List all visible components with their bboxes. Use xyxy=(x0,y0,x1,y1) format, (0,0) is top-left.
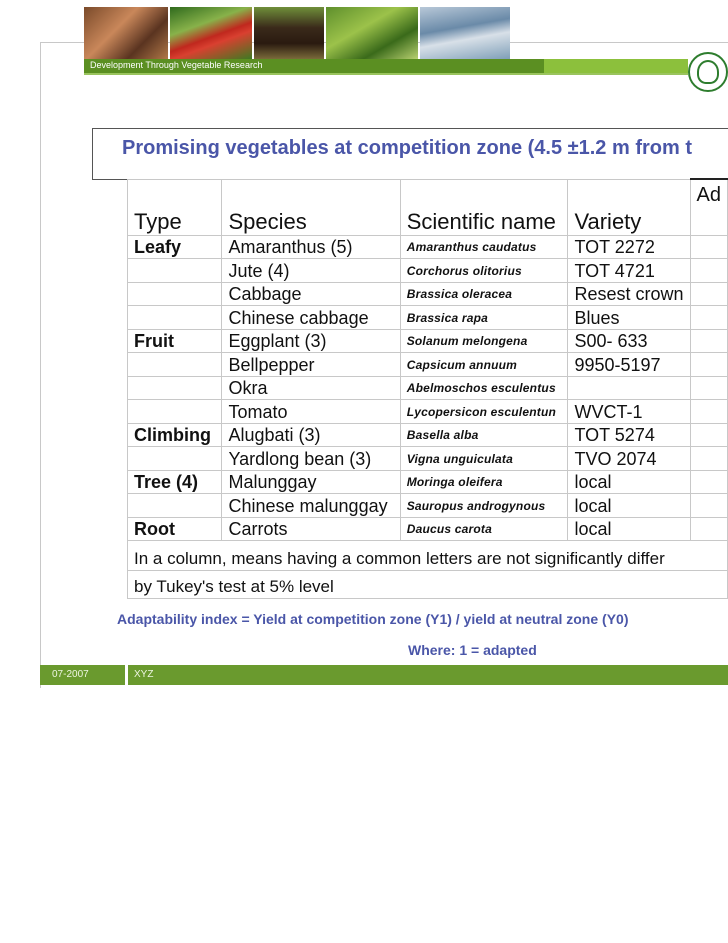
cell-variety: TOT 5274 xyxy=(568,423,690,447)
header-adaptability: Ad xyxy=(690,179,728,235)
cell-adaptability xyxy=(690,517,728,541)
cell-species: Tomato xyxy=(222,400,400,424)
cell-variety: local xyxy=(568,494,690,518)
table-note-1: In a column, means having a common letters are not significantly differ xyxy=(128,541,728,571)
cell-adaptability xyxy=(690,282,728,306)
table-row xyxy=(128,259,728,283)
cell-variety: 9950-5197 xyxy=(568,353,690,377)
footer-bar xyxy=(40,665,728,685)
organization-logo-icon xyxy=(688,52,728,92)
cell-species: Chinese malunggay xyxy=(222,494,400,518)
header-variety: Variety xyxy=(568,179,690,235)
adaptability-legend: Where: 1 = adapted xyxy=(408,642,537,658)
cell-variety: S00- 633 xyxy=(568,329,690,353)
adaptability-formula: Adaptability index = Yield at competition zone (Y1) / yield at neutral zone (Y0) xyxy=(117,611,629,627)
children-photo xyxy=(84,7,168,59)
banner-underline xyxy=(84,73,688,75)
cell-type xyxy=(128,259,222,283)
cell-species: Bellpepper xyxy=(222,353,400,377)
cell-type xyxy=(128,306,222,330)
cell-species: Yardlong bean (3) xyxy=(222,447,400,471)
cell-adaptability xyxy=(690,400,728,424)
vegetable-table xyxy=(127,178,728,599)
people-photo xyxy=(254,7,324,59)
table-row xyxy=(128,235,728,259)
table-row xyxy=(128,353,728,377)
cell-scientific-name: Vigna unguiculata xyxy=(400,447,568,471)
footer-separator xyxy=(125,665,128,685)
cell-adaptability xyxy=(690,329,728,353)
cell-species: Amaranthus (5) xyxy=(222,235,400,259)
cell-scientific-name: Brassica oleracea xyxy=(400,282,568,306)
cell-scientific-name: Basella alba xyxy=(400,423,568,447)
table-row xyxy=(128,329,728,353)
cell-type xyxy=(128,376,222,400)
cell-species: Malunggay xyxy=(222,470,400,494)
cell-adaptability xyxy=(690,376,728,400)
cell-type: Leafy xyxy=(128,235,222,259)
cell-scientific-name: Abelmoschos esculentus xyxy=(400,376,568,400)
cell-variety: Blues xyxy=(568,306,690,330)
header-banner xyxy=(84,7,688,70)
cell-species: Carrots xyxy=(222,517,400,541)
cell-type: Fruit xyxy=(128,329,222,353)
cell-adaptability xyxy=(690,423,728,447)
cell-variety: WVCT-1 xyxy=(568,400,690,424)
table-note-row-2 xyxy=(128,571,728,599)
slide-title: Promising vegetables at competition zone (4.5 ±1.2 m from t xyxy=(122,137,692,159)
tagline: Development Through Vegetable Research xyxy=(90,60,263,70)
cell-adaptability xyxy=(690,470,728,494)
header-type: Type xyxy=(128,179,222,235)
cell-variety xyxy=(568,376,690,400)
lab-photo xyxy=(420,7,510,59)
cell-species: Okra xyxy=(222,376,400,400)
cell-scientific-name: Sauropus androgynous xyxy=(400,494,568,518)
cell-species: Cabbage xyxy=(222,282,400,306)
cell-species: Chinese cabbage xyxy=(222,306,400,330)
cell-scientific-name: Brassica rapa xyxy=(400,306,568,330)
cell-species: Eggplant (3) xyxy=(222,329,400,353)
cell-type: Climbing xyxy=(128,423,222,447)
table-body xyxy=(128,235,728,541)
table-row xyxy=(128,494,728,518)
cell-type xyxy=(128,353,222,377)
footer-date: 07-2007 xyxy=(52,669,89,680)
cell-type xyxy=(128,494,222,518)
cell-type: Tree (4) xyxy=(128,470,222,494)
cell-scientific-name: Lycopersicon esculentun xyxy=(400,400,568,424)
footer-organization: XYZ xyxy=(134,669,154,680)
tomato-photo xyxy=(170,7,252,59)
header-species: Species xyxy=(222,179,400,235)
cell-variety: local xyxy=(568,517,690,541)
cell-adaptability xyxy=(690,494,728,518)
table-row xyxy=(128,282,728,306)
table-row xyxy=(128,306,728,330)
cell-species: Jute (4) xyxy=(222,259,400,283)
cell-variety: TOT 2272 xyxy=(568,235,690,259)
cell-type xyxy=(128,282,222,306)
header-scientific-name: Scientific name xyxy=(400,179,568,235)
cell-scientific-name: Amaranthus caudatus xyxy=(400,235,568,259)
table-row xyxy=(128,447,728,471)
cell-variety: Resest crown xyxy=(568,282,690,306)
table-row xyxy=(128,400,728,424)
table-header-row xyxy=(128,179,728,235)
cell-scientific-name: Solanum melongena xyxy=(400,329,568,353)
cell-type xyxy=(128,400,222,424)
cell-adaptability xyxy=(690,353,728,377)
cell-type: Root xyxy=(128,517,222,541)
table-row xyxy=(128,517,728,541)
cell-variety: local xyxy=(568,470,690,494)
table-note-row xyxy=(128,541,728,571)
cell-adaptability xyxy=(690,306,728,330)
table-note-2: by Tukey's test at 5% level xyxy=(128,571,728,599)
cell-scientific-name: Moringa oleifera xyxy=(400,470,568,494)
cell-variety: TVO 2074 xyxy=(568,447,690,471)
logo-mark-icon xyxy=(697,60,719,84)
cell-scientific-name: Corchorus olitorius xyxy=(400,259,568,283)
cell-adaptability xyxy=(690,235,728,259)
cell-scientific-name: Capsicum annuum xyxy=(400,353,568,377)
tagline-bar-accent xyxy=(544,59,688,73)
table-row xyxy=(128,470,728,494)
leafy-vegetables-photo xyxy=(326,7,418,59)
cell-adaptability xyxy=(690,259,728,283)
cell-adaptability xyxy=(690,447,728,471)
table-row xyxy=(128,423,728,447)
cell-scientific-name: Daucus carota xyxy=(400,517,568,541)
cell-variety: TOT 4721 xyxy=(568,259,690,283)
table-row xyxy=(128,376,728,400)
cell-type xyxy=(128,447,222,471)
cell-species: Alugbati (3) xyxy=(222,423,400,447)
